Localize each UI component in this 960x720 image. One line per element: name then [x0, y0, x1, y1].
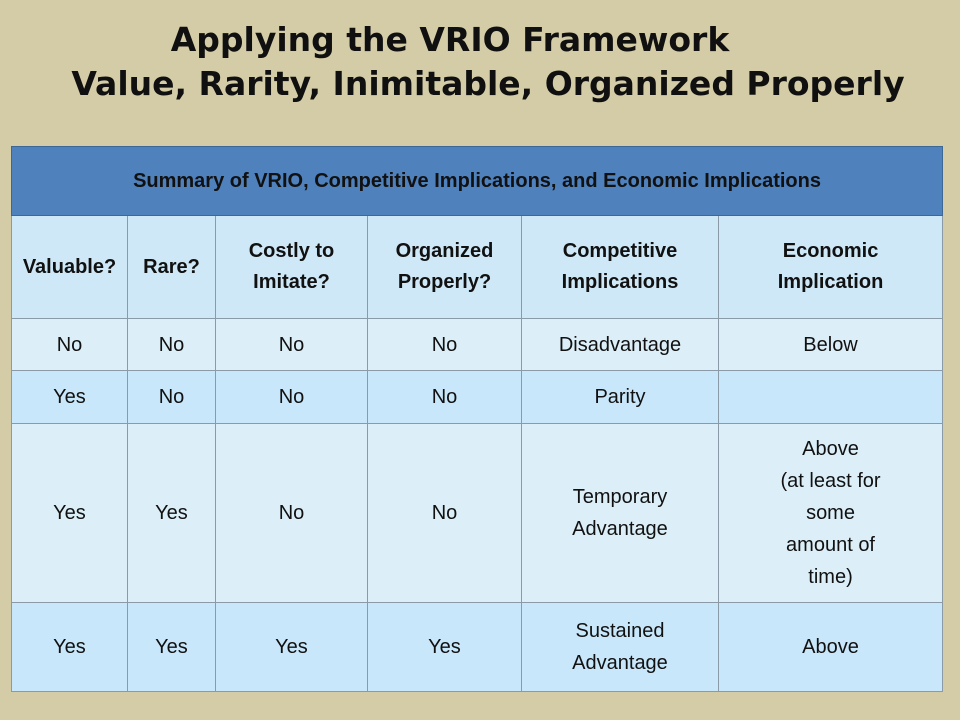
cell-organized: No: [368, 424, 522, 603]
cell-competitive: Temporary Advantage: [522, 424, 719, 603]
cell-valuable: Yes: [12, 603, 128, 692]
header-rare: Rare?: [128, 216, 216, 319]
cell-rare: No: [128, 371, 216, 424]
header-economic-implication: Economic Implication: [719, 216, 943, 319]
title-line-1: Applying the VRIO Framework: [170, 20, 730, 59]
cell-organized: No: [368, 319, 522, 371]
cell-valuable: Yes: [12, 371, 128, 424]
table-row: [12, 319, 943, 371]
cell-costly: No: [216, 371, 368, 424]
table-row: [12, 371, 943, 424]
cell-costly: No: [216, 319, 368, 371]
slide-title: [0, 18, 960, 106]
cell-valuable: Yes: [12, 424, 128, 603]
cell-competitive: Sustained Advantage: [522, 603, 719, 692]
cell-economic: Below: [719, 319, 943, 371]
header-competitive-implications: Competitive Implications: [522, 216, 719, 319]
cell-rare: No: [128, 319, 216, 371]
cell-economic: [719, 371, 943, 424]
vrio-summary-table: [11, 146, 943, 692]
cell-organized: No: [368, 371, 522, 424]
cell-costly: Yes: [216, 603, 368, 692]
table-row: [12, 603, 943, 692]
title-line-2: Value, Rarity, Inimitable, Organized Properly: [71, 64, 905, 103]
header-valuable: Valuable?: [12, 216, 128, 319]
table-caption: Summary of VRIO, Competitive Implications, and Economic Implications: [12, 147, 943, 216]
cell-economic: Above: [719, 603, 943, 692]
cell-competitive: Disadvantage: [522, 319, 719, 371]
header-costly-to-imitate: Costly to Imitate?: [216, 216, 368, 319]
cell-valuable: No: [12, 319, 128, 371]
cell-rare: Yes: [128, 424, 216, 603]
header-organized-properly: Organized Properly?: [368, 216, 522, 319]
table-row: [12, 424, 943, 603]
cell-rare: Yes: [128, 603, 216, 692]
cell-organized: Yes: [368, 603, 522, 692]
column-header-row: [12, 216, 943, 319]
cell-economic: Above (at least for some amount of time): [719, 424, 943, 603]
cell-costly: No: [216, 424, 368, 603]
cell-competitive: Parity: [522, 371, 719, 424]
